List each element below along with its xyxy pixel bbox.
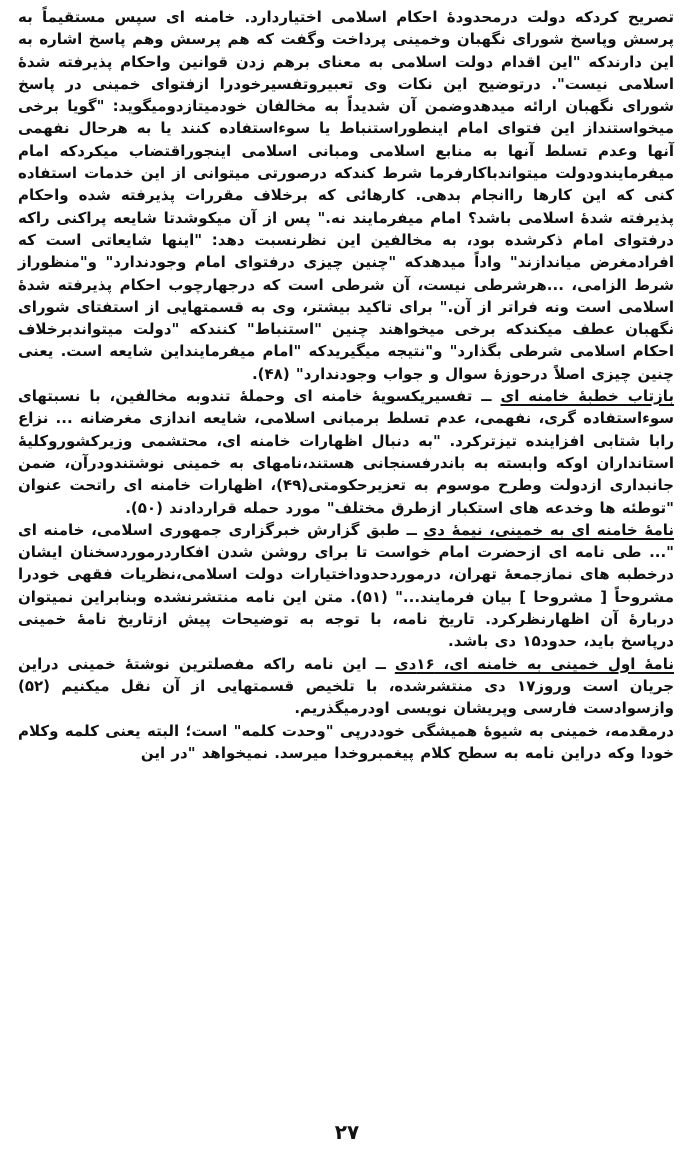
section-heading-khomeini-first-letter: نامهٔ اول خمینی به خامنه ای، ۱۶دی <box>394 654 674 673</box>
paragraph-5-text: درمقدمه، خمینی به شیوهٔ همیشگی خوددرپی "وحدت کلمه" است؛ البته یعنی کلمه وکلام خودا وکه دراین نامه به سطح کلام پیغمبروخدا میرسد. نمیخواهد "در این <box>18 721 674 762</box>
paragraph-4 <box>18 653 674 720</box>
page-number: ۲۷ <box>334 1120 360 1144</box>
paragraph-2-text: ــ تفسیریکسویهٔ خامنه ای وحملهٔ تندوبه مخالفین، با نسبتهای سوءاستفاده گری، نفهمی، عدم تسلط برمبانی اسلامی، شایعه اندازی مغرضانه ... نزاع رابا شتابی افزاینده تیزترکرد. "به دنبال اظهارات خامنه ای، محتشمی وزیرکشوروکلیهٔ استانداران اوکه وابسته به باندرفسنجانی هستند،نامهای به خمینی نوشتندودرآن، ضمن جانبداری ازدولت وطرح موسوم به تعزیرحکومتی(۴۹)، اظهارات خامنه ای راتحت عنوان "توطئه ها وخدعه های استکبار ازطرق مختلف" مورد حمله قراردادند (۵۰). <box>18 387 674 517</box>
body-text <box>18 6 674 764</box>
paragraph-1-text: تصریح کردکه دولت درمحدودهٔ احکام اسلامی اختیاردارد. خامنه ای سپس مستقیماً به پرسش وپاسخ شورای نگهبان وخمینی پرداخت وگفت که هم پرسش وهم پاسخ اشاره به این دارندکه "این اقدام دولت اسلامی به معنای برهم زدن قوانین واحکام پذیرفته شدهٔ اسلامی نیست". درتوضیح این نکات وی تعبیروتفسیرخودرا ازفتوای خمینی در پاسخ شورای نگهبان ارائه میدهدوضمن آن شدیداً به مخالفان خودمیتازدومیگوید: "گویا برخی میخواستنداز این فتوای امام اینطوراستنباط یا سوءاستفاده کنند یا به هرحال نفهمی آنها وعدم تسلط آنها به منابع اسلامی ومبانی اسلامی اینجوراقتضاب میکردکه امام میفرمایندودولت میتواندباکارفرما شرط کندکه درصورتی میتوانی از این خدمات استفاده کنی که این کارها راانجام بدهی. کارهائی که برخلاف مقررات پذیرفته شده واحکام پذیرفته شدهٔ اسلامی باشد؟ امام میفرمایند نه." پس از آن میکوشدتا شایعه پراکنی راکه درفتوای امام ذکرشده بود، به مخالفین این نظرنسبت دهد: "اینها شایعاتی است که افرادمغرض میاندازند" واداً میدهدکه "چنین چیزی درفتوای امام وجودندارد" و"منظوراز شرط الزامی، ...هرشرطی نیست، آن شرطی است که درجهارچوب احکام پذیرفته شدهٔ اسلامی است ونه فراتر از آن." برای تاکید بیشتر، وی به قسمتهایی از استفتای شورای نگهبان عطف میکندکه برخی میخواهند چنین "استنباط" کنندکه "دولت میتواندبرخلاف احکام اسلامی شرطی بگذارد" و"نتیجه میگیریدکه "امام میفرماینداین شایعه است. یعنی چنین چیزی اصلاً درحوزهٔ سوال و جواب وجودندارد" (۴۸). <box>18 8 674 383</box>
section-heading-khamenei-sermon: بازتاب خطبهٔ خامنه ای <box>500 387 674 406</box>
paragraph-5 <box>18 720 674 765</box>
paragraph-1 <box>18 6 674 385</box>
paragraph-3-text: ــ طبق گزارش خبرگزاری جمهوری اسلامی، خامنه ای "... طی نامه ای ازحضرت امام خواست تا برای روشن شدن افکاردرموردسخنان ایشان درخطبه های نمازجمعهٔ تهران، درموردحدوداختیارات دولت اسلامی،نظریات فقهی خودرا مشروحاً [ مشروحا ] بیان فرمایند..." (۵۱). متن این نامه منتشرنشده وبنابراین نمیتوان دربارهٔ آن اظهارنظرکرد. تاریخ نامه، با توجه به توضیحات پیش ازتاریخ نامهٔ خمینی درپاسخ باید، حدود۱۵ دی باشد. <box>18 520 674 651</box>
paragraph-4-text: ــ این نامه راکه مفصلترین نوشتهٔ خمینی دراین جریان است وروز۱۷ دی منتشرشده، با تلخیص قسمتهایی از آن نقل میکنیم (۵۲) وازسوادست فارسی وپریشان نویسی اودرمیگذریم. <box>18 654 675 718</box>
paragraph-3 <box>18 519 674 653</box>
section-heading-khamenei-letter: نامهٔ خامنه ای به خمینی، نیمهٔ دی <box>423 520 675 539</box>
paragraph-2 <box>18 385 674 519</box>
